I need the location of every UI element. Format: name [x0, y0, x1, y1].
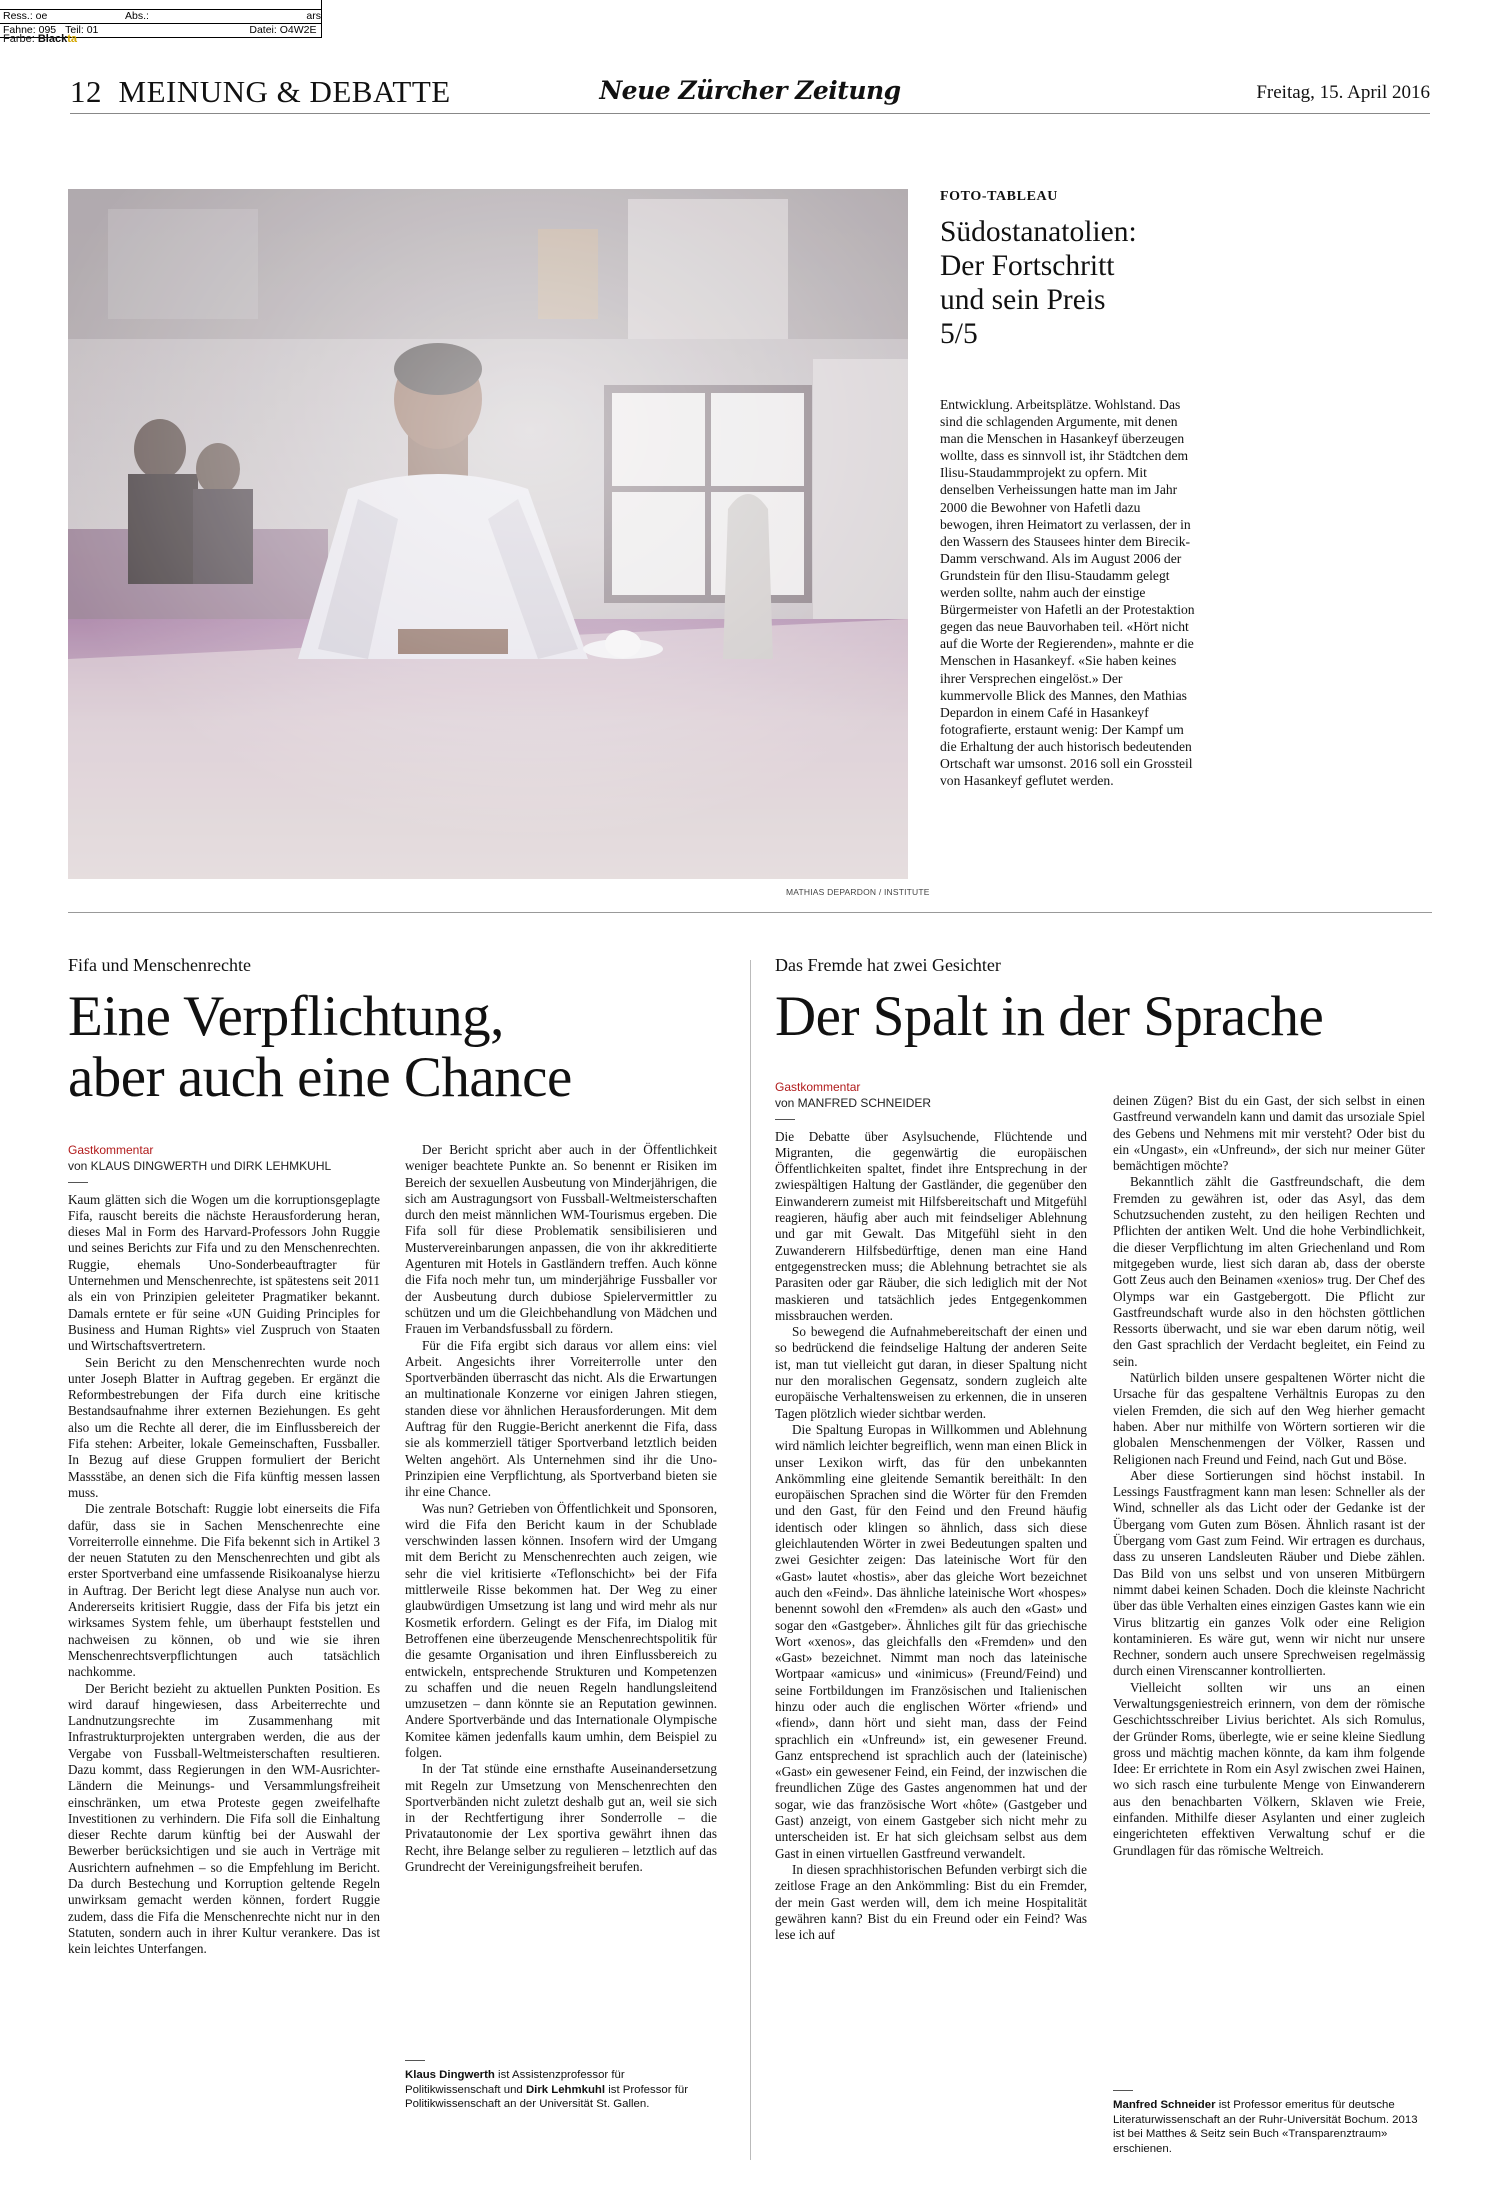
bio-text: ist Professor für Politikwissenschaft an der Universität St. Gallen. [405, 2083, 688, 2110]
paragraph: Für die Fifa ergibt sich daraus vor allem eins: viel Arbeit. Angesichts ihrer Vorreiterrolle unter den Sportverbänden überrascht das nicht. Als die Erwartungen an multinationale Konzerne vor einigen Jahren stiegen, standen diese vor ähnlichen Herausforderungen. Mit dem Auftrag für den Ruggie-Bericht anerkennt die Fifa, dass sie als kommerziell tätiger Sportverband letztlich beiden Welten angehört. Als Unternehmen sind ihr die Uno-Prinzipien eine Verpflichtung, als Sportverband bieten sie ihr eine Chance. [405, 1337, 717, 1500]
farbe-black: Black [37, 33, 68, 45]
bio-author: Manfred Schneider [1113, 2099, 1216, 2111]
section-divider [68, 912, 1432, 913]
bio-text: ist Assistenzprofessor für Politikwissenschaft und [405, 2069, 625, 2096]
right-article-bio [1113, 2090, 1425, 2156]
farbe-ta: ta [67, 33, 77, 45]
tableau-title [940, 215, 1195, 351]
photo-tableau [940, 189, 1195, 789]
page-header [70, 70, 1430, 114]
paragraph: Die Debatte über Asylsuchende, Flüchtende und Migranten, die gegenwärtig die europäischen Öffentlichkeiten spaltet, findet ihre Entsprechung in der zwiespältigen Haltung der Gastländer, die gegenüber den Einwanderern zumeist mit Hilfsbereitschaft und Mitgefühl reagieren, häufig aber auch mit feindseliger Ablehnung und gar mit Gewalt. Das Mitgefühl sieht in den Zuwanderern Hilfsbedürftige, denen man eine Hand entgegenstrecken muss; die Ablehnung betrachtet sie als Parasiten oder gar Räuber, die sich lediglich mit der Not maskieren und tatsächlich jedes Entgegenkommen missbrauchen werden. [775, 1128, 1087, 1323]
paragraph: Was nun? Getrieben von Öffentlichkeit und Sponsoren, wird die Fifa den Bericht kaum in der Schublade verschwinden lassen können. Insofern wird der Umgang mit dem Bericht zu Menschenrechten auch zeigen, wie sehr die viel kritisierte «Teflonschicht» bei der Fifa mittlerweile Risse bekommen hat. Der Weg zu einer glaubwürdigen Umsetzung ist lang und wird mehr als nur Kosmetik erfordern. Gelingt es der Fifa, im Dialog mit Betroffenen eine überzeugende Menschenrechtspolitik für die gesamte Organisation und ihren Einflussbereich zu entwickeln, entsprechende Strukturen und Kompetenzen zu schaffen und die neuen Regeln handlungsleitend umzusetzen – dann könnte sie an Reputation gewinnen. Andere Sportverbände und das Internationale Olympische Komitee kämen jedenfalls kaum umhin, dem Beispiel zu folgen. [405, 1500, 717, 1760]
paragraph: Kaum glätten sich die Wogen um die korruptionsgeplagte Fifa, rauscht bereits die nächste Herausforderung heran, dieses Mal in Form des Harvard-Professors John Ruggie und seines Berichts zur Fifa und zu den Menschenrechten. Ruggie, ehemals Uno-Sonderbeauftragter für Unternehmen und Menschenrechte, ist spätestens seit 2011 als ein von Prinzipien geleiteter Pragmatiker bekannt. Damals erntete er für seine «UN Guiding Principles for Business and Human Rights» viel Zuspruch von Staaten und Wirtschaftsvertretern. [68, 1191, 380, 1354]
slug-row-0 [0, 0, 321, 10]
right-article-header [775, 955, 1435, 1047]
left-article-column-1 [68, 1142, 380, 1958]
left-article-bio [405, 2060, 717, 2112]
issue-date: Freitag, 15. April 2016 [1256, 82, 1430, 103]
left-article-headline [68, 986, 728, 1108]
left-article-kicker: Fifa und Menschenrechte [68, 955, 251, 975]
paragraph: Die Spaltung Europas in Willkommen und Ablehnung wird nämlich leichter begreiflich, wenn man einen Blick in unser Lexikon wirft, das für den unbekannten Ankömmling eine gleitende Semantik bereithält: In den europäischen Sprachen sind die Wörter für den Fremden und den Gast, für den Feind und den Freund häufig identisch oder klingen so ähnlich, dass sich diese gleichlautenden Wörter in zwei Bedeutungen spalten und zwei Gesichter zeigen: Das lateinische Wort für den «Gast» lautet «hostis», aber das gleiche Wort bezeichnet auch den «Feind». Das ähnliche lateinische Wort «hospes» benennt sowohl den «Fremden» als auch den «Gast» und sogar den «Gastgeber». Ähnliches gilt für das griechische Wort «xenos», das gleichfalls den «Fremden» und den «Gast» bezeichnet. Nimmt man noch das lateinische Wortpaar «amicus» und «inimicus» (Freund/Feind) und seine Fortbildungen im Französischen und Italienischen hinzu oder auch die englischen Wörter «friend» und «fiend», dann hört und sieht man, dass der Feind sprachlich ein «Unfreund» ist, ein gewesener Freund. Ganz entsprechend ist sprachlich auch der (lateinische) «Gast» ein gewesener Feind, ein Feind, der inzwischen die freundlichen Züge des Gastes angenommen hat und der sogar, wie das französische Wort «hôte» (Gastgeber und Gast) anzeigt, von einem Gastgeber sich nicht mehr zu unterscheiden ist. Er hat sich gleichsam selbst aus dem Gast in einen virtuellen Gastfreund verwandelt. [775, 1421, 1087, 1861]
right-article-headline: Der Spalt in der Sprache [775, 985, 1324, 1048]
tableau-title-line-3: und sein Preis [940, 284, 1106, 316]
newspaper-logo: Neue Zürcher Zeitung [599, 76, 901, 105]
tableau-title-line-1: Südostanatolien: [940, 216, 1137, 248]
slug-datei: Datei: O4W2E [249, 24, 317, 36]
column-separator [750, 960, 751, 2160]
paragraph: Natürlich bilden unsere gespaltenen Wörter nicht die Ursache für das gespaltene Verhältnis Europas zu den vielen Fremden, die sich auf den Weg hierher gemacht haben. Aber nur mithilfe von Wörtern sortieren wir die globalen Menschenmengen der Völker, Rassen und Religionen nach Freund und Feind, nach Gut und Böse. [1113, 1370, 1425, 1467]
right-byline-rule [775, 1119, 795, 1120]
right-byline: von MANFRED SCHNEIDER [775, 1096, 932, 1111]
bio-rule [1113, 2090, 1133, 2091]
left-byline: von KLAUS DINGWERTH und DIRK LEHMKUHL [68, 1159, 332, 1174]
slug-ars: ars [306, 10, 321, 22]
left-headline-line-2: aber auch eine Chance [68, 1046, 572, 1109]
right-article-column-1 [775, 1079, 1087, 1943]
page-section-title: 12 MEINUNG & DEBATTE [70, 74, 451, 109]
bio-rule [405, 2060, 425, 2061]
paragraph: In diesen sprachhistorischen Befunden verbirgt sich die zeitlose Frage an den Ankömmling: Bist du ein Fremder, der mein Gast werden will, dem ich meine Hospitalität gewähren kann? Bist du ein Freund oder ein Feind? Was lese ich auf [775, 1861, 1087, 1943]
bio-author-2: Dirk Lehmkuhl [525, 2083, 606, 2096]
paragraph: Der Bericht bezieht zu aktuellen Punkten Position. Es wird darauf hingewiesen, dass Arbeiterrechte und Landnutzungsrechte im Zusammenhang mit Infrastrukturprojekten untergraben werden, die aus der Vergabe von Fussball-Weltmeisterschaften resultieren. Dazu kommt, dass Regierungen in den WM-Ausrichter-Ländern die Meinungs- und Versammlungsfreiheit einschränken, um etwa Proteste gegen zweifelhafte Investitionen zu verhindern. Die Fifa soll die Einhaltung dieser Rechte darum künftig bei der Auswahl der Bewerber berücksichtigen und sie auch in Verträge mit Ausrichtern aufnehmen – so die Empfehlung im Bericht. Da durch Bestechung und Korruption geltende Regeln unwirksam gemacht werden können, fordert Ruggie zudem, dass die Fifa die Menschenrechte nicht nur in den Statuten, sondern auch in ihrer Kultur verankere. Das ist kein leichtes Unterfangen. [68, 1680, 380, 1957]
tableau-text: Entwicklung. Arbeitsplätze. Wohlstand. Das sind die schlagenden Argumente, mit denen man die Menschen in Hasankeyf überzeugen wollte, dass es sinnvoll ist, ihr Städtchen dem Ilisu-Staudammprojekt zu opfern. Mit denselben Verheissungen hatte man im Jahr 2000 die Bewohner von Hafetli dazu bewogen, ihren Heimatort zu verlassen, der in den Wassern des Stausees hinter dem Birecik-Damm verschwand. Als im August 2006 der Grundstein für den Ilisu-Staudamm gelegt werden sollte, nahm auch der einstige Bürgermeister von Hafetli an der Protestaktion gegen das neue Bauvorhaben teil. «Hört nicht auf die Worte der Regierenden», mahnte er die Menschen in Hasankeyf. «Sie haben keines ihrer Versprechen eingelöst.» Der kummervolle Blick des Mannes, den Mathias Depardon in einem Café in Hasankeyf fotografierte, erstaunt wenig: Der Kampf um die Erhaltung der auch historisch bedeutenden Ortschaft war umsonst. 2016 soll ein Grossteil von Hasankeyf geflutet werden. [940, 397, 1195, 789]
paragraph: Die zentrale Botschaft: Ruggie lobt einerseits die Fifa dafür, dass sie in Sachen Menschenrechte eine Vorreiterrolle einnehme. Die Fifa bekennt sich in Artikel 3 der neuen Statuten zu den Menschenrechten und gibt als erster Sportverband eine umfassende Risikoanalyse hierzu in Auftrag. Der Bericht legt diese Analyse nun auch vor. Andererseits kritisiert Ruggie, dass der Fifa bis jetzt ein wirksames System fehle, um überhaupt feststellen und nachweisen zu können, ob und wie sie ihren Menschenrechtsverpflichtungen auch tatsächlich nachkomme. [68, 1501, 380, 1680]
cafe-photo-graphic [68, 189, 908, 879]
tableau-title-line-2: Der Fortschritt [940, 250, 1115, 282]
tableau-title-line-4: 5/5 [940, 318, 978, 350]
paragraph: Der Bericht spricht aber auch in der Öffentlichkeit weniger beachtete Punkte an. So benennt er Risiken im Bereich der sexuellen Ausbeutung von Minderjährigen, die sich am Austragungsort von Fussball-Weltmeisterschaften durch den meist männlichen WM-Tourismus ergeben. Die Fifa soll für diese Problematik sensibilisieren und Mustervereinbarungen anpassen, die von ihr akkreditierte Agenturen mit Hotels in Gastländern treffen. Auch könne die Fifa noch mehr tun, um minderjährige Fussballer vor der Ausbeutung durch dubiose Spielervermittler zu schützen und um die Gleichbehandlung von Mädchen und Frauen im Verbandsfussball zu fördern. [405, 1142, 717, 1337]
left-headline-line-1: Eine Verpflichtung, [68, 985, 504, 1048]
slug-abs: Abs.: [125, 10, 149, 22]
paragraph: So bewegend die Aufnahmebereitschaft der einen und so bedrückend die feindselige Haltung der anderen Seite ist, man tut vielleicht gut daran, in dieser Spaltung nicht nur den moralischen Gegensatz, sondern zugleich alte europäische Verhaltensweisen zu erkennen, die in unseren Tagen plötzlich wieder sichtbar werden. [775, 1324, 1087, 1421]
left-article-header [68, 955, 728, 1108]
right-guest-label: Gastkommentar [775, 1080, 861, 1094]
bio-text: ist Professor emeritus für deutsche Literaturwissenschaft an der Ruhr-Universität Bochum. 2013 ist bei Matthes & Seitz sein Buch «Transparenztraum» erschienen. [1113, 2099, 1418, 2155]
cafe-photo [68, 189, 908, 879]
author-bio [1113, 2098, 1425, 2156]
paragraph: Sein Bericht zu den Menschenrechten wurde noch unter Joseph Blatter in Auftrag gegeben. Er ergänzt die Reformbestrebungen der Fifa durch eine kritische Bestandsaufnahme ihrer externen Beziehungen. Es geht also um die Rechte all derer, die im Einflussbereich der Fifa stehen: Arbeiter, lokale Gemeinschaften, Fussballer. In Bezug auf diese Gruppen formuliert der Bericht Massstäbe, an denen sich die Fifa künftig messen lassen muss. [68, 1354, 380, 1500]
left-article-column-2 [405, 1142, 717, 1875]
tableau-kicker: FOTO-TABLEAU [940, 189, 1058, 204]
paragraph: Vielleicht sollten wir uns an einen Verwaltungsgeniestreich erinnern, von dem der römische Geschichtsschreiber Livius berichtet. Als sich Romulus, der Gründer Roms, überlegte, wie er seine kleine Siedlung gross und mächtig machen könnte, da kam ihm folgende Idee: Er errichtete in Rom ein Asyl zwischen zwei Hainen, wo sich rasch eine turbulente Menge von Einwanderern aus den benachbarten Völkern, Sklaven wie Freie, einfanden. Mithilfe dieser Asylanten und einer zugleich eingerichteten effektiven Verwaltung schuf er die Grundlagen für das römische Weltreich. [1113, 1679, 1425, 1858]
right-article-kicker: Das Fremde hat zwei Gesichter [775, 955, 1001, 975]
photo-credit: MATHIAS DEPARDON / INSTITUTE [786, 887, 930, 897]
slug-teil: Teil: 01 [65, 24, 99, 36]
slug-ress: Ress.: oe [3, 10, 48, 22]
author-bio [405, 2068, 717, 2112]
bio-author-1: Klaus Dingwerth [405, 2069, 495, 2081]
paragraph: Bekanntlich zählt die Gastfreundschaft, die dem Fremden zu gewähren ist, oder das Asyl, das dem Schutzsuchenden zusteht, zu den heiligen Rechten und Pflichten der antiken Welt. Und die hohe Verbindlichkeit, die dieser Verpflichtung im alten Griechenland und Rom mitgegeben wurde, liest sich daran ab, dass der oberste Gott Zeus auch den Beinamen «xenios» trug. Der Chef des Olymps war ein Gastgebergott. Die Pflicht zur Gastfreundschaft wurde also in den höchsten göttlichen Ressorts überwacht, und sie war eben darum nötig, weil den Gast sprachlich der Verdacht begleitet, ein Feind zu sein. [1113, 1174, 1425, 1369]
farbe-label: Farbe: [3, 33, 35, 45]
color-label [3, 33, 77, 45]
left-byline-rule [68, 1182, 88, 1183]
slug-row-1 [0, 10, 321, 24]
right-article-column-2 [1113, 1093, 1425, 1859]
paragraph: In der Tat stünde eine ernsthafte Auseinandersetzung mit Regeln zur Umsetzung von Menschenrechten den Sportverbänden nicht zuletzt deshalb gut an, weil sie sich in der Rechtfertigung ihrer Sonderrolle – die Privatautonomie der Lex sportiva gewährt ihnen das Recht, ihre Belange selber zu regulieren – letztlich auf das Grundrecht der Vereinigungsfreiheit berufen. [405, 1761, 717, 1875]
paragraph: deinen Zügen? Bist du ein Gast, der sich selbst in einen Gastfreund verwandeln kann und damit das ursoziale Spiel des Gebens und Nehmens mit mir versteht? Oder bist du ein «Ungast», ein «Unfreund», der sich nur meiner Güter bemächtigen möchte? [1113, 1093, 1425, 1174]
left-guest-label: Gastkommentar [68, 1143, 154, 1157]
paragraph: Aber diese Sortierungen sind höchst instabil. In Lessings Faustfragment kann man lesen: Schneller als der Wind, schneller als das Licht oder der Gedanke ist der Übergang vom Guten zum Bösen. Ähnlich rasant ist der Übergang vom Gast zum Feind. Wir ertragen es durchaus, dass zu unseren Landsleuten Räuber und Diebe zählen. Das Bild von uns selbst und von unseren Mitbürgern nimmt dabei keinen Schaden. Doch die kleinste Nachricht über das üble Verhalten eines einzigen Gastes kann wie ein Virus blitzartig ein ganzes Volk oder eine Religion kontaminieren. Es wäre gut, wenn wir nicht nur unsere Rechner, sondern auch unsere Sprechweisen regelmässig durch einen Virenscanner kontrollierten. [1113, 1467, 1425, 1679]
slug-fahne: Fahne: 095 [3, 24, 57, 36]
